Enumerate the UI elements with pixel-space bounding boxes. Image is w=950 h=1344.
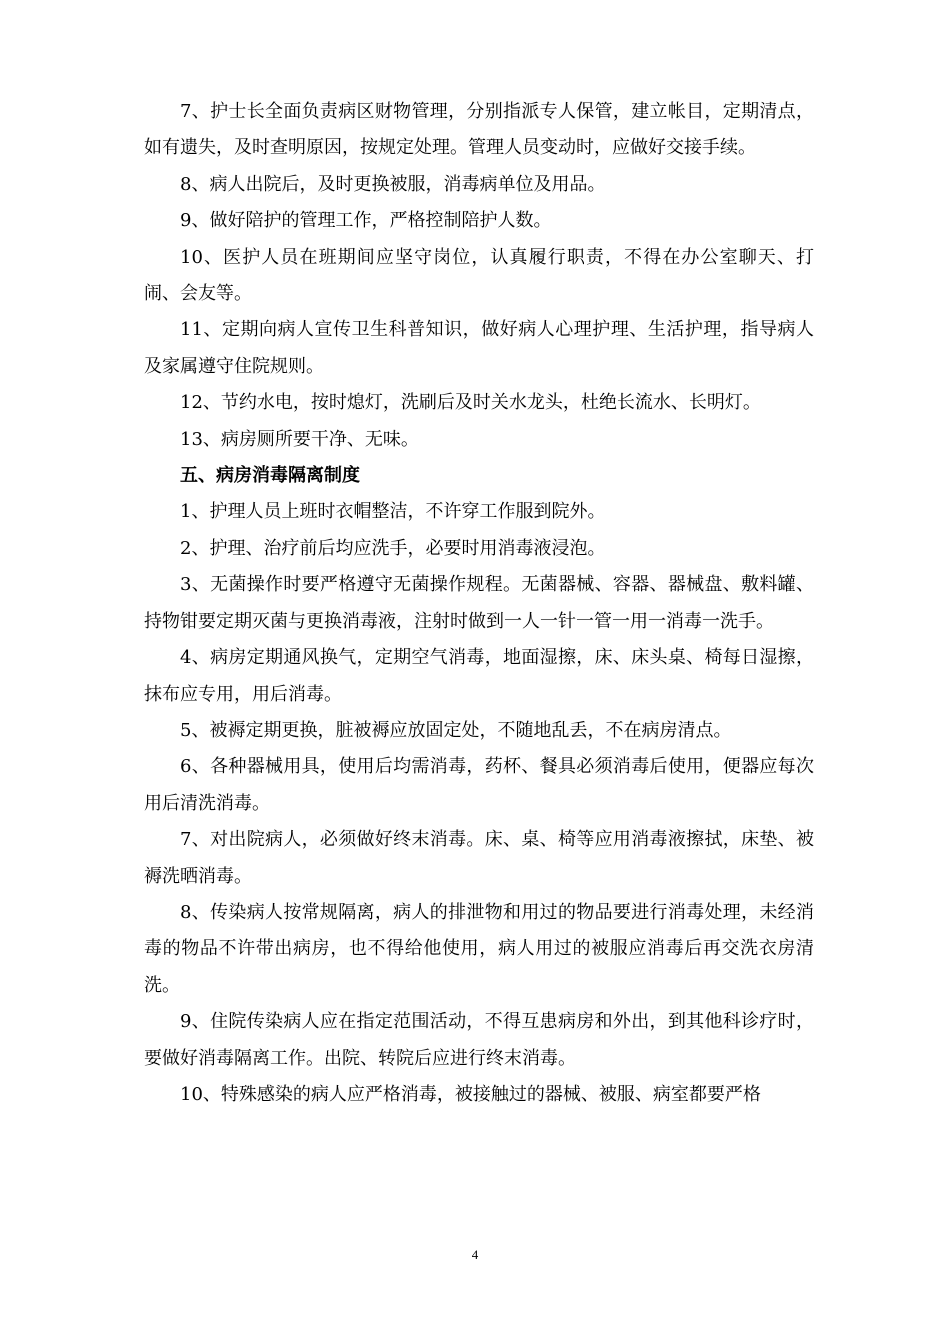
list-item: 7、对出院病人，必须做好终末消毒。床、桌、椅等应用消毒液擦拭，床垫、被褥洗晒消毒。 <box>144 829 814 887</box>
list-item: 12、节约水电，按时熄灯，洗刷后及时关水龙头，杜绝长流水、长明灯。 <box>180 392 761 414</box>
list-item: 7、护士长全面负责病区财物管理，分别指派专人保管，建立帐目，定期清点，如有遗失，及时查明原因，按规定处理。管理人员变动时，应做好交接手续。 <box>144 101 814 159</box>
list-item: 13、病房厕所要干净、无味。 <box>180 428 419 450</box>
list-item: 4、病房定期通风换气，定期空气消毒，地面湿擦，床、床头桌、椅每日湿擦，抹布应专用，用后消毒。 <box>144 647 814 705</box>
page-number: 4 <box>471 1247 479 1262</box>
list-item: 3、无菌操作时要严格遵守无菌操作规程。无菌器械、容器、器械盘、敷料罐、持物钳要定期灭菌与更换消毒液，注射时做到一人一针一管一用一消毒一洗手。 <box>144 574 814 632</box>
list-item: 10、特殊感染的病人应严格消毒，被接触过的器械、被服、病室都要严格 <box>180 1083 761 1105</box>
document-body <box>144 94 814 1113</box>
list-item: 10、医护人员在班期间应坚守岗位，认真履行职责，不得在办公室聊天、打闹、会友等。 <box>144 246 814 305</box>
list-item: 1、护理人员上班时衣帽整洁，不许穿工作服到院外。 <box>180 501 606 523</box>
list-item: 2、护理、治疗前后均应洗手，必要时用消毒液浸泡。 <box>180 537 606 559</box>
list-item: 8、病人出院后，及时更换被服，消毒病单位及用品。 <box>180 173 606 195</box>
list-item: 11、定期向病人宣传卫生科普知识，做好病人心理护理、生活护理，指导病人及家属遵守住院规则。 <box>144 319 814 377</box>
list-item: 9、住院传染病人应在指定范围活动，不得互患病房和外出，到其他科诊疗时，要做好消毒隔离工作。出院、转院后应进行终末消毒。 <box>144 1011 814 1069</box>
list-item: 9、做好陪护的管理工作，严格控制陪护人数。 <box>180 210 552 232</box>
list-item: 8、传染病人按常规隔离，病人的排泄物和用过的物品要进行消毒处理，未经消毒的物品不许带出病房，也不得给他使用，病人用过的被服应消毒后再交洗衣房清洗。 <box>144 901 814 996</box>
section-heading: 五、病房消毒隔离制度 <box>180 465 360 487</box>
list-item: 6、各种器械用具，使用后均需消毒，药杯、餐具必须消毒后使用，便器应每次用后清洗消毒。 <box>144 756 814 814</box>
list-item: 5、被褥定期更换，脏被褥应放固定处，不随地乱丢，不在病房清点。 <box>180 719 732 741</box>
